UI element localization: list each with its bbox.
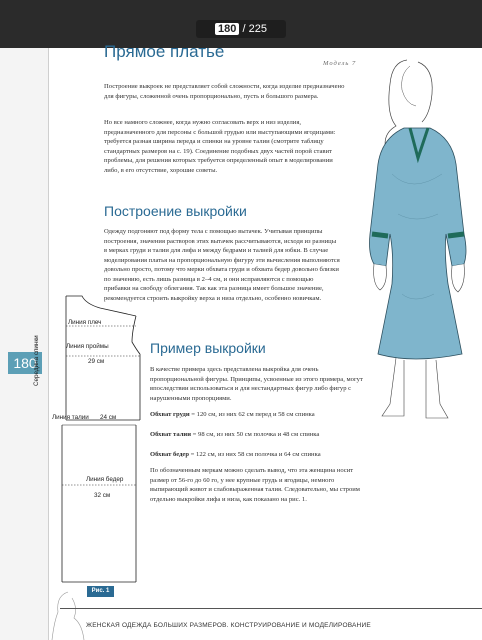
page-indicator[interactable] [196, 20, 286, 38]
footer-rule [60, 608, 482, 609]
measure-bust-value: = 120 см, из них 62 см перед и 58 см спинка [189, 411, 315, 418]
measure-waist [150, 431, 319, 438]
intro-paragraph-2: Но все намного сложнее, когда нужно согласовать верх и низ изделия, предназначенного для персоны с большой грудью или выступающими ягодицами: требуется разная ширина переда и спинки на уровне талии (смотрите таблицу стандартных размеров на с. 19). Соединение подобных двух частей порой ставит проблемы, для решения которых требуется определенный опыт в моделировании либо, в его отсутствие, хорошие советы. [104, 119, 336, 174]
sleeve-trim-left [372, 234, 388, 236]
left-leg [382, 358, 404, 416]
measure-hips-label: Обхват бедер [150, 451, 190, 458]
armhole-curve [132, 316, 140, 354]
label-waist-width: 24 см [100, 414, 117, 421]
viewer-toolbar [0, 0, 482, 48]
label-armhole-line: Линия проймы [66, 343, 109, 350]
measure-bust [150, 411, 315, 418]
page-title: Прямое платье [104, 42, 225, 61]
face-detail [402, 66, 416, 106]
corner-sketch [48, 588, 88, 640]
example-paragraph: В качестве примера здесь представлена выкройка для очень пропорциональной фигуры. Принципы, усвоенные из этого примера, могут впоследствии использоваться и для нестандартных фигур либо фигур с нарушенными пропорциями. [150, 366, 363, 402]
right-hand [452, 264, 465, 292]
measure-hips [150, 451, 321, 458]
measure-hips-value: = 122 см, из них 58 см полочка и 64 см спинка [189, 451, 321, 458]
footer-title: ЖЕНСКАЯ ОДЕЖДА БОЛЬШИХ РАЗМЕРОВ. КОНСТРУИРОВАНИЕ И МОДЕЛИРОВАНИЕ [86, 622, 371, 629]
total-pages: / 225 [242, 23, 267, 35]
measure-bust-label: Обхват груди [150, 411, 190, 418]
heading-build: Построение выкройки [104, 203, 247, 219]
intro-paragraph-1: Построение выкроек не представляет собой сложности, когда изделие предназначено для фигуры, сложенной очень пропорционально, пусть и большого размера. [104, 83, 345, 100]
build-paragraph: Одежду подгоняют под форму тела с помощью вытачек. Учитывая принципы построения, значения растворов этих вытачек рассчитываются, исходя из разницы в мерках груди и талии для лифа и между бедрами и талией для юбки. В случае моделирования платья на пропорциональную фигуру эти вычисления выполняются довольно просто, потому что мерки обхвата груди и обхвата бедер довольно близки по значению, есть лишь разница в 2–4 см, и они исправляются с помощью прибавки на свободу облегания. Так как эта разница имеет большое значение, рекомендуется строить выкройку верха и низа отдельно, особенно новичкам. [104, 228, 340, 302]
bodice-neck-shoulder [66, 296, 136, 316]
conclusion-paragraph: По обозначенным меркам можно сделать вывод, что эта женщина носит размер от 56-го до 60 го, у нее крупные грудь и ягодицы, немного выпирающий живот и слабовыраженная талия. Следовательно, мы строим отдельно выкройки лифа и низа, как показано на рис. 1. [150, 467, 360, 503]
model-label: Модель 7 [323, 60, 357, 67]
label-shoulder-line: Линия плеч [68, 319, 102, 326]
label-width-top: 29 см [88, 358, 105, 365]
left-hand [374, 264, 387, 290]
sleeve-trim-right [448, 234, 464, 236]
current-page[interactable]: 180 [215, 23, 239, 35]
measure-waist-label: Обхват талии [150, 431, 192, 438]
label-hip-line: Линия бедер [86, 476, 124, 483]
side-page-number: 180 [8, 352, 42, 374]
right-leg [426, 360, 448, 418]
left-margin [0, 48, 48, 640]
heading-example: Пример выкройки [150, 340, 266, 356]
face-outline [418, 62, 432, 122]
label-hip-width: 32 см [94, 492, 111, 499]
label-waist-line: Линия талии [52, 414, 89, 421]
dress-illustration [352, 54, 478, 424]
figure-label: Рис. 1 [87, 586, 114, 597]
label-back-center: Середина спинки [33, 335, 40, 386]
measure-waist-value: = 98 см, из них 50 см полочка и 48 см спинка [191, 431, 320, 438]
pattern-diagram [48, 290, 158, 590]
